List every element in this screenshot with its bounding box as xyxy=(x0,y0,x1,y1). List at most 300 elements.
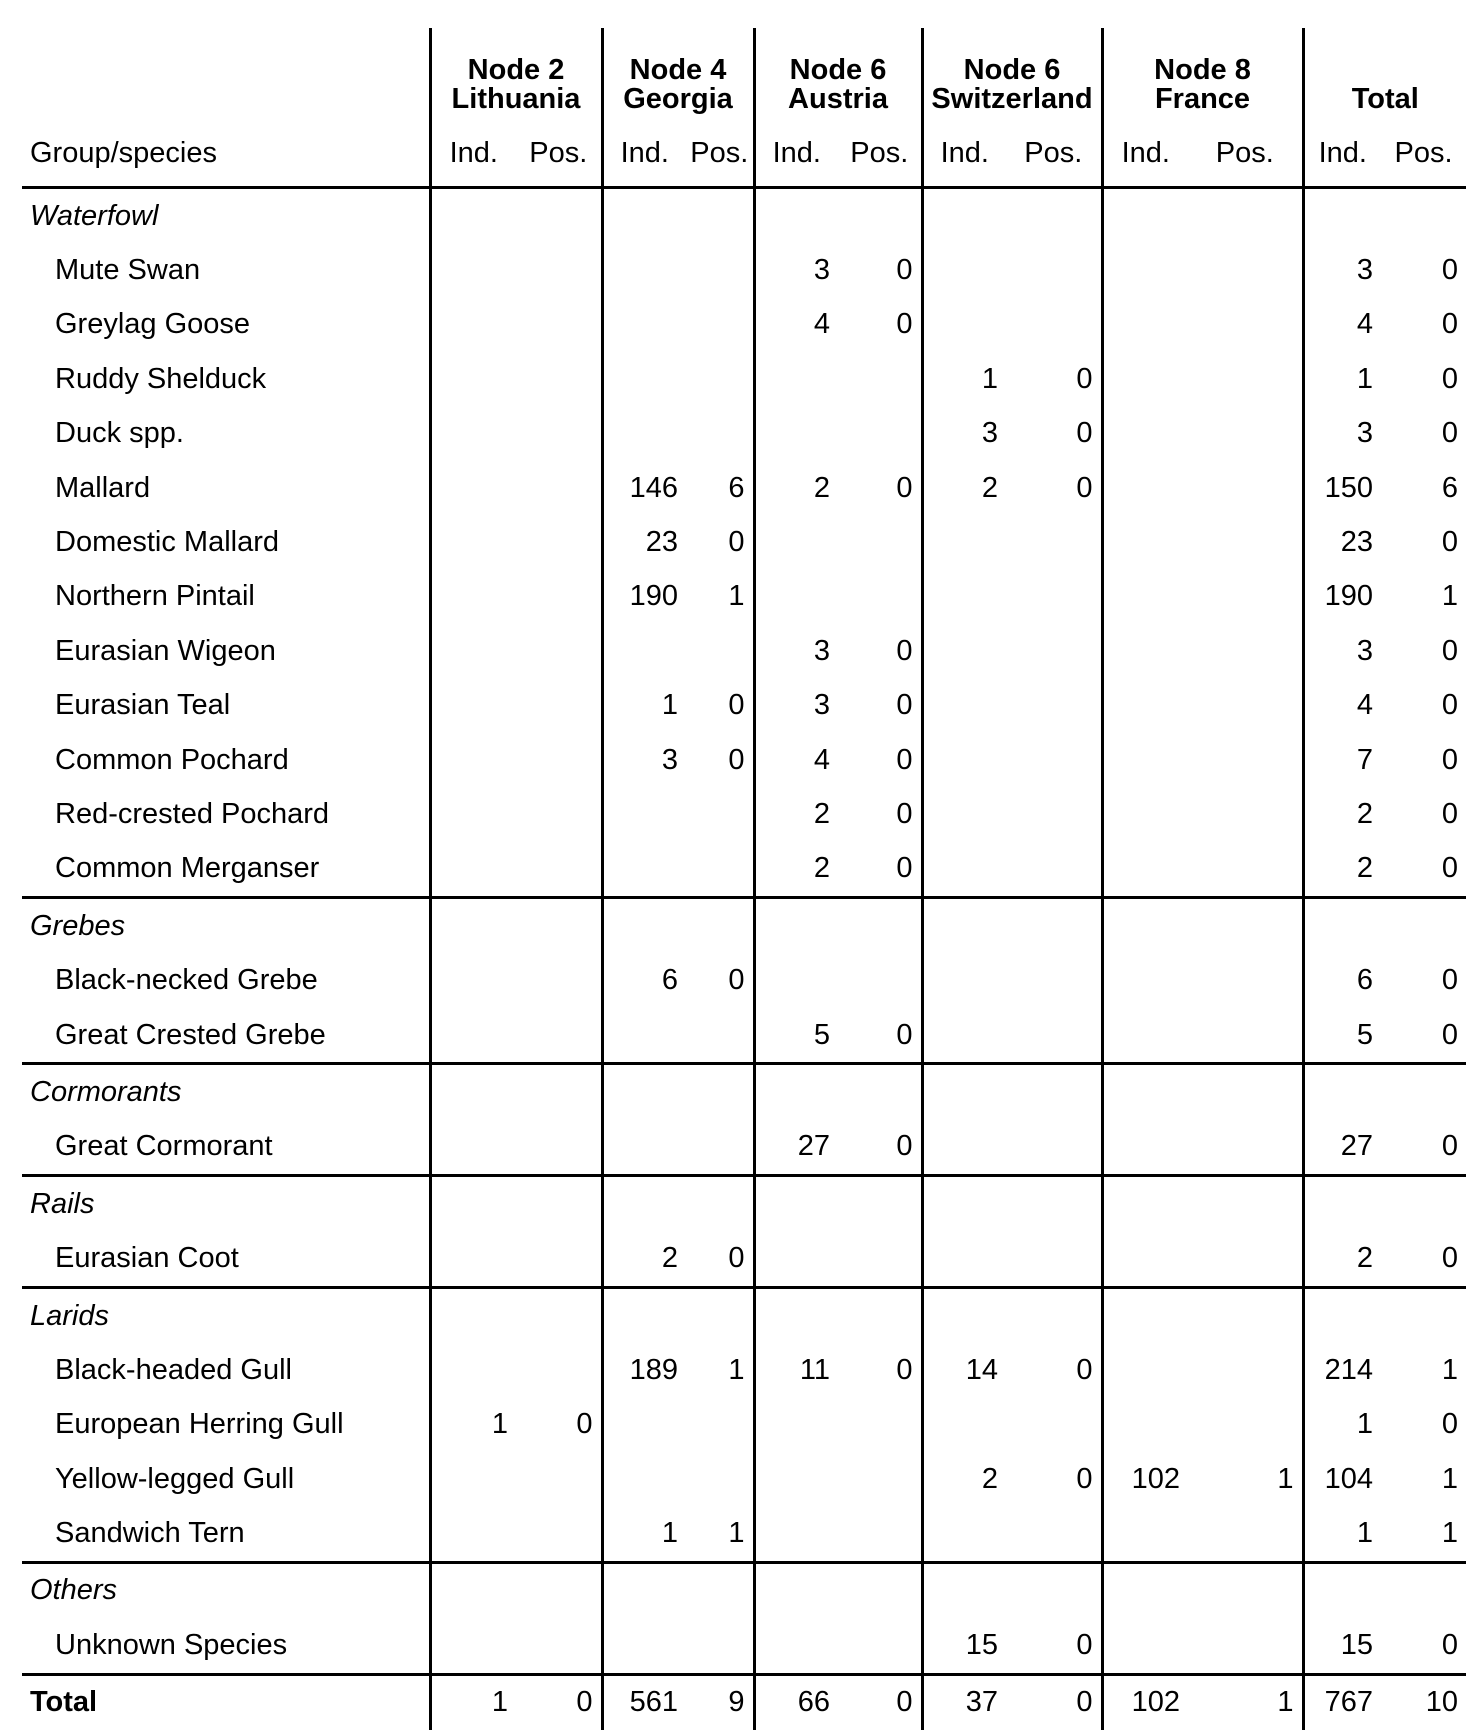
pos-cell: 0 xyxy=(896,634,913,667)
pos-cell xyxy=(1188,1506,1303,1562)
pos-cell xyxy=(1188,570,1303,624)
ind-cell xyxy=(1303,1064,1381,1120)
pos-cell xyxy=(838,953,922,1007)
ind-cell xyxy=(430,352,516,406)
pos-cell xyxy=(686,188,754,244)
ind-cell: 2 xyxy=(602,1231,686,1287)
pos-cell xyxy=(686,1176,754,1232)
pos-cell: 0 xyxy=(838,842,922,898)
pos-cell xyxy=(1188,188,1303,244)
ind-cell xyxy=(430,1231,516,1287)
ind-cell xyxy=(922,842,1006,898)
species-name: Black-necked Grebe xyxy=(55,964,318,997)
pos-cell xyxy=(516,1452,602,1506)
pos-cell: 0 xyxy=(1441,308,1458,341)
pos-cell: 0 xyxy=(728,964,745,997)
ind-cell: 3 xyxy=(754,624,838,678)
pos-cell xyxy=(1188,1287,1303,1343)
pos-cell xyxy=(516,842,602,898)
pos-cell xyxy=(1006,679,1102,733)
table-row xyxy=(22,461,1466,515)
pos-cell: 0 xyxy=(896,1353,913,1386)
pos-cell: 0 xyxy=(728,689,745,722)
ind-cell xyxy=(430,679,516,733)
pos-cell: 0 xyxy=(576,1686,593,1719)
pos-cell xyxy=(1188,1008,1303,1064)
pos-cell xyxy=(1006,1562,1102,1618)
pos-cell xyxy=(686,1008,754,1064)
pos-cell xyxy=(686,298,754,352)
ind-cell xyxy=(1102,1618,1188,1674)
pos-cell xyxy=(516,953,602,1007)
ind-cell: 2 xyxy=(754,842,838,898)
table-row xyxy=(22,953,1466,1007)
ind-cell: 2 xyxy=(754,787,838,841)
pos-cell xyxy=(1006,1064,1102,1120)
ind-cell xyxy=(430,953,516,1007)
header-corner xyxy=(22,28,430,120)
ind-cell: 102 xyxy=(1102,1452,1188,1506)
ind-cell xyxy=(754,1064,838,1120)
ind-cell: 1 xyxy=(922,352,1006,406)
pos-cell xyxy=(516,1562,602,1618)
ind-cell: 104 xyxy=(1303,1452,1381,1506)
ind-header: Ind. xyxy=(430,120,516,188)
pos-cell: 6 xyxy=(728,471,745,504)
ind-cell xyxy=(922,1176,1006,1232)
ind-cell xyxy=(1102,1176,1188,1232)
ind-cell: 1 xyxy=(602,679,686,733)
ind-cell xyxy=(430,1506,516,1562)
ind-cell: 37 xyxy=(922,1674,1006,1730)
pos-cell xyxy=(838,1176,922,1232)
ind-cell xyxy=(602,407,686,461)
pos-cell: 0 xyxy=(896,1686,913,1719)
ind-cell: 1 xyxy=(1303,1398,1381,1452)
ind-cell: 3 xyxy=(1303,624,1381,678)
ind-cell: 150 xyxy=(1303,461,1381,515)
pos-cell xyxy=(516,352,602,406)
ind-cell xyxy=(1102,842,1188,898)
pos-cell: 1 xyxy=(1277,1462,1294,1495)
ind-cell xyxy=(1303,898,1381,954)
table-row xyxy=(22,842,1466,898)
ind-cell: 561 xyxy=(602,1674,686,1730)
ind-cell xyxy=(1102,1506,1188,1562)
pos-cell xyxy=(1188,1398,1303,1452)
ind-cell: 2 xyxy=(922,461,1006,515)
pos-cell: 1 xyxy=(1441,1353,1458,1386)
pos-cell: 0 xyxy=(1441,689,1458,722)
ind-cell xyxy=(922,298,1006,352)
ind-cell xyxy=(754,1562,838,1618)
pos-cell: 0 xyxy=(1076,1462,1093,1495)
ind-cell xyxy=(1102,1287,1188,1343)
species-name: Common Pochard xyxy=(55,743,289,776)
pos-cell: 0 xyxy=(1076,471,1093,504)
pos-cell: 9 xyxy=(728,1686,745,1719)
pos-cell: 0 xyxy=(1381,1120,1466,1176)
pos-cell xyxy=(516,243,602,297)
pos-cell xyxy=(1188,733,1303,787)
table-row xyxy=(22,1452,1466,1506)
pos-cell: 0 xyxy=(576,1408,593,1441)
pos-cell xyxy=(516,733,602,787)
ind-cell xyxy=(754,1398,838,1452)
ind-cell xyxy=(754,953,838,1007)
ind-cell xyxy=(602,624,686,678)
pos-cell: 0 xyxy=(1381,1008,1466,1064)
pos-cell: 0 xyxy=(1076,362,1093,395)
group-name: Larids xyxy=(30,1299,109,1332)
pos-cell xyxy=(1006,1008,1102,1064)
ind-cell xyxy=(922,1287,1006,1343)
header-sub-row xyxy=(22,120,1466,188)
pos-cell xyxy=(1381,898,1466,954)
pos-cell: 0 xyxy=(838,1120,922,1176)
pos-cell xyxy=(686,1398,754,1452)
ind-cell xyxy=(602,298,686,352)
table-row xyxy=(22,1618,1466,1674)
ind-cell: 190 xyxy=(1303,570,1381,624)
ind-cell xyxy=(1102,1231,1188,1287)
table-row xyxy=(22,624,1466,678)
ind-cell xyxy=(430,461,516,515)
ind-cell xyxy=(430,1343,516,1397)
ind-cell xyxy=(754,1506,838,1562)
table-row xyxy=(22,679,1466,733)
species-name: Black-headed Gull xyxy=(55,1353,292,1386)
pos-cell xyxy=(1381,1287,1466,1343)
pos-cell: 0 xyxy=(896,689,913,722)
ind-cell xyxy=(1102,243,1188,297)
pos-cell xyxy=(838,1506,922,1562)
ind-cell: 1 xyxy=(430,1398,516,1452)
pos-cell xyxy=(838,188,922,244)
pos-cell xyxy=(1188,1120,1303,1176)
pos-cell xyxy=(1006,188,1102,244)
ind-cell xyxy=(430,1452,516,1506)
pos-cell xyxy=(838,898,922,954)
pos-cell: 0 xyxy=(1381,842,1466,898)
ind-cell xyxy=(1102,1008,1188,1064)
species-name: Red-crested Pochard xyxy=(55,797,330,830)
pos-cell xyxy=(1188,842,1303,898)
species-name: Great Cormorant xyxy=(22,1120,430,1176)
pos-cell xyxy=(516,1176,602,1232)
ind-cell: 66 xyxy=(754,1674,838,1730)
ind-header: Ind. xyxy=(602,120,686,188)
pos-header: Pos. xyxy=(1188,120,1303,188)
ind-cell xyxy=(430,298,516,352)
pos-cell xyxy=(686,1618,754,1674)
ind-cell xyxy=(430,898,516,954)
table-row xyxy=(22,298,1466,352)
ind-cell: 6 xyxy=(602,953,686,1007)
pos-cell xyxy=(686,624,754,678)
ind-cell: 7 xyxy=(1303,733,1381,787)
pos-cell: 0 xyxy=(1441,964,1458,997)
ind-cell xyxy=(430,1064,516,1120)
ind-cell: 23 xyxy=(602,515,686,569)
ind-cell xyxy=(602,1287,686,1343)
pos-cell: 0 xyxy=(1441,634,1458,667)
pos-cell: 0 xyxy=(896,743,913,776)
group-header-row xyxy=(22,1287,1466,1343)
pos-cell xyxy=(516,624,602,678)
ind-cell xyxy=(602,1120,686,1176)
pos-cell xyxy=(686,898,754,954)
pos-cell xyxy=(1188,1176,1303,1232)
pos-cell: 6 xyxy=(1441,471,1458,504)
pos-cell xyxy=(1188,1231,1303,1287)
table-row xyxy=(22,352,1466,406)
ind-cell xyxy=(1303,1176,1381,1232)
table-row xyxy=(22,1008,1466,1064)
pos-cell xyxy=(1006,1176,1102,1232)
ind-cell xyxy=(1303,188,1381,244)
pos-cell xyxy=(1188,407,1303,461)
pos-cell xyxy=(1381,1562,1466,1618)
ind-cell xyxy=(430,624,516,678)
ind-cell xyxy=(430,243,516,297)
table-row xyxy=(22,1120,1466,1176)
pos-cell xyxy=(516,679,602,733)
ind-cell xyxy=(922,624,1006,678)
pos-cell xyxy=(1006,624,1102,678)
group-header-row xyxy=(22,1176,1466,1232)
pos-cell xyxy=(838,1452,922,1506)
species-name: Unknown Species xyxy=(22,1618,430,1674)
pos-cell: 1 xyxy=(728,580,745,613)
ind-cell xyxy=(754,515,838,569)
group-header-row xyxy=(22,188,1466,244)
ind-cell: 27 xyxy=(754,1120,838,1176)
species-table xyxy=(22,28,1466,1730)
species-name: Mute Swan xyxy=(55,254,201,287)
pos-cell xyxy=(1381,1064,1466,1120)
pos-cell: 0 xyxy=(686,1231,754,1287)
pos-cell xyxy=(1188,461,1303,515)
ind-cell xyxy=(754,1231,838,1287)
species-name: Duck spp. xyxy=(55,417,184,450)
ind-cell: 23 xyxy=(1303,515,1381,569)
ind-cell xyxy=(922,679,1006,733)
pos-cell xyxy=(1188,787,1303,841)
ind-cell: 3 xyxy=(754,243,838,297)
pos-cell: 0 xyxy=(1006,1618,1102,1674)
ind-cell xyxy=(602,1008,686,1064)
pos-cell xyxy=(516,407,602,461)
ind-cell: 3 xyxy=(754,679,838,733)
species-name: Sandwich Tern xyxy=(22,1506,430,1562)
ind-cell xyxy=(430,570,516,624)
pos-cell xyxy=(1188,1064,1303,1120)
pos-cell xyxy=(686,842,754,898)
pos-cell: 0 xyxy=(896,308,913,341)
total-row xyxy=(22,1674,1466,1730)
pos-cell xyxy=(516,1231,602,1287)
ind-cell xyxy=(754,1618,838,1674)
pos-cell xyxy=(1006,1398,1102,1452)
ind-cell: 2 xyxy=(754,461,838,515)
ind-cell: 15 xyxy=(1303,1618,1381,1674)
ind-cell: 190 xyxy=(602,570,686,624)
pos-cell: 0 xyxy=(1076,1686,1093,1719)
pos-cell xyxy=(1188,624,1303,678)
species-name: Ruddy Shelduck xyxy=(55,362,267,395)
table-row xyxy=(22,733,1466,787)
pos-cell xyxy=(838,1562,922,1618)
ind-cell xyxy=(430,1562,516,1618)
pos-cell xyxy=(686,352,754,406)
pos-cell xyxy=(516,1287,602,1343)
ind-header: Ind. xyxy=(1303,120,1381,188)
ind-cell: 14 xyxy=(922,1343,1006,1397)
pos-cell xyxy=(516,298,602,352)
ind-cell: 1 xyxy=(1303,352,1381,406)
pos-cell xyxy=(1006,842,1102,898)
pos-cell xyxy=(686,1562,754,1618)
pos-cell xyxy=(1188,953,1303,1007)
pos-cell: 0 xyxy=(1441,526,1458,559)
pos-cell: 0 xyxy=(1076,1353,1093,1386)
ind-cell xyxy=(1102,570,1188,624)
ind-cell: 214 xyxy=(1303,1343,1381,1397)
pos-cell xyxy=(1381,1176,1466,1232)
pos-cell: 0 xyxy=(838,1008,922,1064)
pos-cell: 0 xyxy=(728,526,745,559)
pos-cell: 0 xyxy=(1381,1618,1466,1674)
pos-cell xyxy=(516,188,602,244)
ind-cell xyxy=(922,733,1006,787)
pos-cell: 1 xyxy=(1381,1506,1466,1562)
node-header: Node 6 Switzerland xyxy=(922,28,1102,120)
species-name: European Herring Gull xyxy=(55,1408,344,1441)
pos-cell xyxy=(516,1618,602,1674)
pos-cell xyxy=(516,1120,602,1176)
table-row xyxy=(22,1506,1466,1562)
ind-cell xyxy=(602,1452,686,1506)
ind-cell xyxy=(754,570,838,624)
pos-cell xyxy=(838,1618,922,1674)
ind-cell xyxy=(1102,407,1188,461)
ind-cell: 189 xyxy=(602,1343,686,1397)
ind-cell xyxy=(1102,679,1188,733)
pos-cell: 10 xyxy=(1425,1686,1458,1719)
pos-cell xyxy=(686,1287,754,1343)
group-header-row xyxy=(22,898,1466,954)
table-row xyxy=(22,515,1466,569)
ind-cell: 3 xyxy=(1303,407,1381,461)
pos-cell: 1 xyxy=(1441,1462,1458,1495)
pos-cell xyxy=(516,787,602,841)
pos-cell xyxy=(686,1452,754,1506)
species-name: Mallard xyxy=(55,471,151,504)
ind-cell: 1 xyxy=(602,1506,686,1562)
pos-cell xyxy=(838,570,922,624)
pos-cell xyxy=(838,1231,922,1287)
ind-cell xyxy=(430,787,516,841)
ind-cell: 27 xyxy=(1303,1120,1381,1176)
ind-cell xyxy=(922,898,1006,954)
pos-cell: 1 xyxy=(1277,1686,1294,1719)
pos-cell xyxy=(1381,188,1466,244)
group-name: Waterfowl xyxy=(30,199,159,232)
ind-cell: 2 xyxy=(1303,842,1381,898)
pos-cell xyxy=(1188,515,1303,569)
pos-cell xyxy=(1188,298,1303,352)
pos-cell xyxy=(516,898,602,954)
ind-cell: 4 xyxy=(754,298,838,352)
pos-cell: 1 xyxy=(1441,580,1458,613)
pos-cell xyxy=(1006,898,1102,954)
ind-cell xyxy=(602,188,686,244)
pos-cell xyxy=(686,243,754,297)
pos-cell xyxy=(516,461,602,515)
ind-cell: 2 xyxy=(922,1452,1006,1506)
pos-cell xyxy=(838,1287,922,1343)
node-header: Node 8 France xyxy=(1102,28,1303,120)
ind-cell xyxy=(922,1562,1006,1618)
pos-cell xyxy=(516,570,602,624)
ind-cell xyxy=(602,352,686,406)
ind-cell xyxy=(430,1176,516,1232)
ind-cell xyxy=(754,1176,838,1232)
pos-cell xyxy=(686,1120,754,1176)
ind-cell xyxy=(602,243,686,297)
pos-cell xyxy=(1006,733,1102,787)
ind-cell xyxy=(922,188,1006,244)
pos-cell xyxy=(1006,787,1102,841)
pos-cell xyxy=(1188,1343,1303,1397)
ind-cell xyxy=(922,1231,1006,1287)
species-name: Eurasian Wigeon xyxy=(55,634,276,667)
group-header-row xyxy=(22,1562,1466,1618)
pos-cell xyxy=(1188,1618,1303,1674)
pos-cell: 0 xyxy=(1441,417,1458,450)
pos-cell xyxy=(516,1008,602,1064)
ind-cell xyxy=(922,953,1006,1007)
ind-cell xyxy=(1102,898,1188,954)
pos-cell xyxy=(838,1398,922,1452)
pos-cell xyxy=(686,1064,754,1120)
ind-cell: 11 xyxy=(754,1343,838,1397)
pos-cell xyxy=(1006,298,1102,352)
ind-header: Ind. xyxy=(1102,120,1188,188)
pos-cell xyxy=(1188,243,1303,297)
pos-cell: 0 xyxy=(1441,1408,1458,1441)
ind-cell xyxy=(922,1064,1006,1120)
pos-cell xyxy=(1188,679,1303,733)
ind-cell xyxy=(1303,1287,1381,1343)
ind-cell xyxy=(602,898,686,954)
node-header: Node 2 Lithuania xyxy=(430,28,602,120)
total-label: Total xyxy=(30,1686,98,1719)
table-row xyxy=(22,1343,1466,1397)
pos-cell xyxy=(1006,570,1102,624)
node-header: Node 6 Austria xyxy=(754,28,922,120)
pos-cell xyxy=(516,1506,602,1562)
pos-cell xyxy=(516,1064,602,1120)
ind-cell xyxy=(430,842,516,898)
ind-cell: 146 xyxy=(602,461,686,515)
ind-cell: 2 xyxy=(1303,787,1381,841)
pos-cell: 0 xyxy=(896,254,913,287)
ind-cell xyxy=(430,407,516,461)
pos-cell xyxy=(1006,243,1102,297)
pos-cell xyxy=(838,352,922,406)
